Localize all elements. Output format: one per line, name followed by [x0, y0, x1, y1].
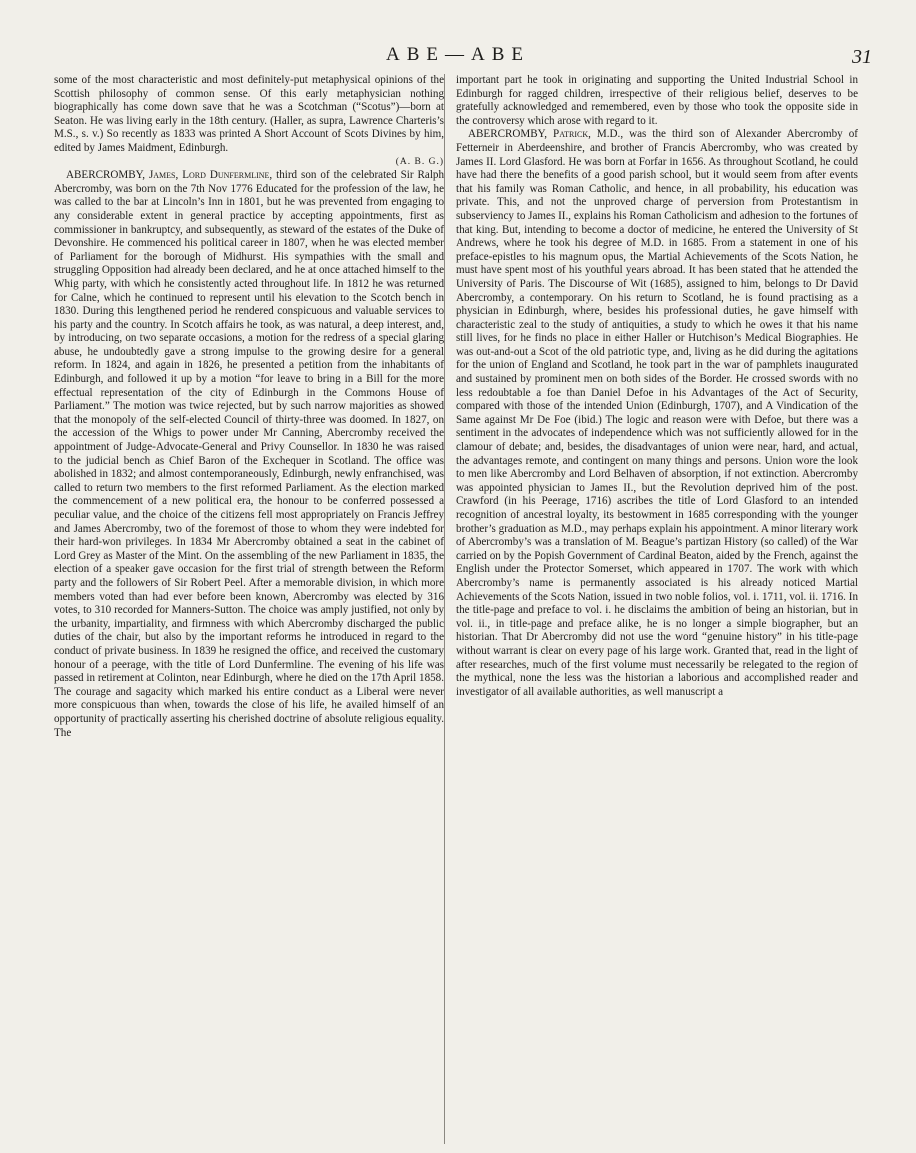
column-divider [444, 74, 445, 1144]
entry-heading: ABERCROMBY, James, Lord Dunfermline, [66, 169, 273, 182]
author-signature: (A. B. G.) [395, 156, 444, 167]
entry-heading: ABERCROMBY, Patrick, [468, 128, 591, 141]
paragraph-text: important part he took in originating and supporting the United Industrial School in Edinburgh for ragged children, irrespective of their religious belief, deserves to be gratefully acknowledged and remembered, even by those who took the opposite side in the controversy which arose with regard to it. [456, 74, 858, 127]
running-head: ABE—ABE [386, 44, 530, 65]
page-header [0, 44, 916, 78]
right-column [456, 74, 858, 1149]
entry-text: M.D., was the third son of Alexander Abercromby of Fetterneir in Aberdeenshire, and brother of Francis Abercromby, who was created by James II. Lord Glasford. He was born at Forfar in 1656. As throughout Scotland, he could have had there the benefits of a good parish school, but it would seem from after events that his family was Roman Catholic, and hence, in all probability, his education was private. This, and not the unproved charge of perversion from Protestantism in subserviency to James II., explains his Roman Catholicism and adhesion to the fortunes of that king. But, intending to become a doctor of medicine, he entered the University of St Andrews, where he took his degree of M.D. in 1685. From a statement in one of his preface-epistles to his magnum opus, the Martial Achievements of the Scots Nation, he must have spent most of his youthful years abroad. It has been stated that he attended the University of Paris. The Discourse of Wit (1685), assigned to him, belongs to Dr David Abercromby, a contemporary. On his return to Scotland, he is found practising as a physician in Edinburgh, where, besides his professional duties, he gave himself with characteristic zeal to the study of antiquities, a study to which he owes it that his name still lives, for he finds no place in either Haller or Hutchison’s Medical Biographies. He was out-and-out a Scot of the old patriotic type, and, living as he did during the agitations for the union of England and Scotland, he took part in the war of pamphlets inaugurated and sustained by prominent men on both sides of the Border. He crossed swords with no less redoubtable a foe than Daniel Defoe in his Advantages of the Act of Security, compared with those of the intended Union (Edinburgh, 1707), and A Vindication of the Same against Mr De Foe (ibid.) The logic and reason were with Defoe, but there was a sentiment in the advocates of independence which was not sufficiently allowed for in the clamour of debate; and, besides, the disadvantages of union were near, hard, and actual, the advantages remote, and contingent on many things and persons. Union wore the look to men like Abercromby and Lord Belhaven of absorption, if not extinction. Abercromby was appointed physician to James II., but the Revolution deprived him of the post. Crawford (in his Peerage, 1716) ascribes the title of Lord Glasford to an intended recognition of ancestral loyalty, its bestowment in 1685 corresponding with the younger brother’s graduation as M.D., may perhaps explain his appointment. A minor literary work of Abercromby’s was a translation of M. Beague’s partizan History (so called) of the War carried on by the Popish Government of Cardinal Beaton, aided by the French, against the English under the Protector Somerset, which appeared in 1707. The work with which Abercromby’s name is permanently associated is his already noticed Martial Achievements of the Scots Nation, issued in two noble folios, vol. i. 1711, vol. ii. 1716. In the title-page and preface to vol. i. he disclaims the ambition of being an historian, but in vol. ii., in title-page and preface alike, he is no longer a simple biographer, but an historian. That Dr Abercromby did not use the word “genuine history” in his title-page without warrant is clear on every page of his large work. Granted that, read in the light of after researches, much of the first volume must necessarily be relegated to the region of the mythical, none the less was the historian a laborious and accomplished reader and investigator of all available authorities, as well manuscript a [456, 128, 858, 698]
page-number: 31 [852, 46, 872, 68]
entry-patrick-abercromby [456, 128, 858, 699]
left-column [54, 74, 444, 1149]
paragraph-continuation [54, 74, 444, 156]
entry-text: third son of the celebrated Sir Ralph Abercromby, was born on the 7th Nov 1776 Educated for the profession of the law, he was called to the bar at Lincoln’s Inn in 1801, but he was prevented from engaging to any considerable extent in general practice by accepting appointments, first as commissioner in bankruptcy, and subsequently, as steward of the estates of the Duke of Devonshire. He commenced his political career in 1807, when he was elected member of Parliament for the borough of Midhurst. His sympathies with the small and struggling Opposition had already been declared, and he at once attached himself to the Whig party, with which he consistently acted throughout life. In 1812 he was returned for Calne, which he continued to represent until his elevation to the Scotch bench in 1830. During this lengthened period he rendered conspicuous and valuable services to his party and the country. In Scotch affairs he took, as was natural, a deep interest, and, by introducing, on two separate occasions, a motion for the redress of a special glaring abuse, he undoubtedly gave a strong impulse to the growing desire for a general reform. In 1824, and again in 1826, he presented a petition from the inhabitants of Edinburgh, and followed it up by a motion “for leave to bring in a Bill for the more effectual representation of the city of Edinburgh in the Commons House of Parliament.” The motion was twice rejected, but by such narrow majorities as showed that the monopoly of the self-elected Council of thirty-three was doomed. In 1827, on the accession of the Whigs to power under Mr Canning, Abercromby received the appointment of Judge-Advocate-General and Privy Counsellor. In 1830 he was raised to the judicial bench as Chief Baron of the Exchequer in Scotland. The office was abolished in 1832; and almost contemporaneously, Edinburgh, newly enfranchised, was called to return two members to the first reformed Parliament. As the election marked the commencement of a new political era, the honour to be conferred possessed a peculiar value, and the choice of the citizens fell most appropriately on Francis Jeffrey and James Abercromby, two of the foremost of those to whom they were indebted for their hard-won privileges. In 1834 Mr Abercromby obtained a seat in the cabinet of Lord Grey as Master of the Mint. On the assembling of the new Parliament in 1835, the election of a speaker gave occasion for the first trial of strength between the Reform party and the followers of Sir Robert Peel. After a memorable division, in which more members voted than had ever before been known, Abercromby was elected by 316 votes, to 310 recorded for Manners-Sutton. The choice was amply justified, not only by the urbanity, impartiality, and firmness with which Abercromby discharged the public duties of the chair, but also by the important reforms he introduced in regard to the conduct of private business. In 1839 he resigned the office, and received the customary honour of a peerage, with the title of Lord Dunfermline. The evening of his life was passed in retirement at Colinton, near Edinburgh, where he died on the 17th April 1858. The courage and sagacity which marked his entire conduct as a Liberal were never more conspicuous than when, towards the close of his life, he availed himself of an opportunity of practically asserting his cherished doctrine of absolute religious equality. The [54, 169, 444, 739]
paragraph-continuation [456, 74, 858, 128]
entry-james-abercromby [54, 169, 444, 740]
paragraph-text: some of the most characteristic and most definitely-put metaphysical opinions of the Scottish philosophy of common sense. Of this early metaphysician nothing biographically has come down save that he was a Scotchman (“Scotus”)—born at Seaton. He was living early in the 18th century. (Haller, as supra, Lawrence Charteris’s M.S., s. v.) So recently as 1833 was printed A Short Account of Scots Divines by him, edited by James Maidment, Edinburgh. [54, 74, 444, 154]
